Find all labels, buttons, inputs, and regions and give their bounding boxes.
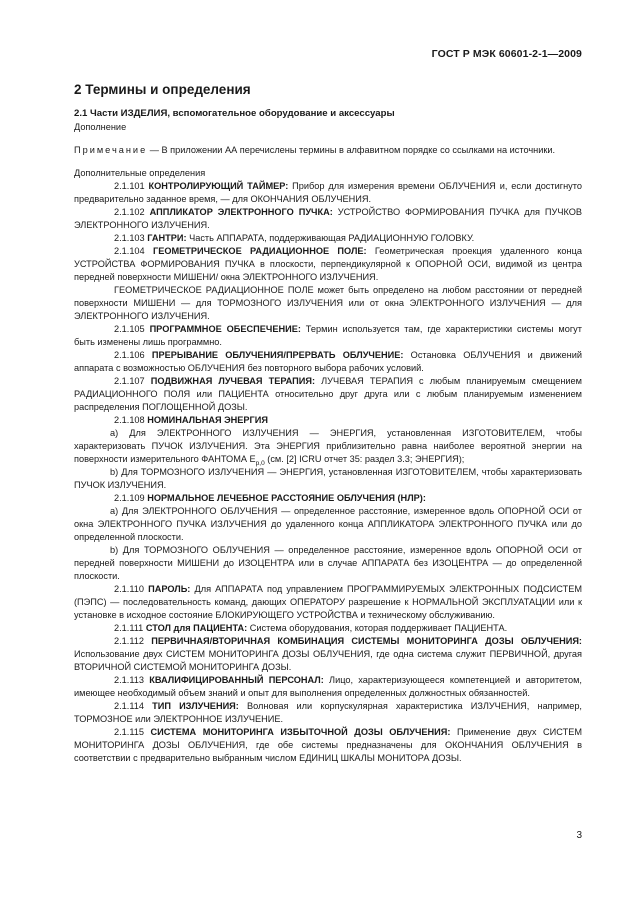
term-paragraph — [74, 674, 582, 700]
term-paragraph — [74, 180, 582, 206]
term-paragraph — [74, 323, 582, 349]
term-name: НОРМАЛЬНОЕ ЛЕЧЕБНОЕ РАССТОЯНИЕ ОБЛУЧЕНИЯ (НЛР): — [147, 493, 426, 503]
term-paragraph — [74, 245, 582, 284]
term-number: 2.1.105 — [114, 324, 150, 334]
term-definition: Остановка ОБЛУЧЕНИЯ и движений аппарата с возможностью ОБЛУЧЕНИЯ без повторного выбора рабочих условий. — [74, 350, 582, 373]
term-name: СТОЛ для ПАЦИЕНТА: — [145, 623, 248, 633]
subsection-title: 2.1 Части ИЗДЕЛИЯ, вспомогательное оборудование и аксессуары — [74, 108, 395, 119]
term-definition-tail: (см. [2] ICRU отчет 35: раздел 3.3; ЭНЕРГИЯ); — [264, 454, 465, 464]
term-paragraph — [74, 375, 582, 414]
term-paragraph — [74, 427, 582, 466]
term-definition: b) Для ТОРМОЗНОГО ОБЛУЧЕНИЯ — определенное расстояние, измеренное вдоль ОПОРНОЙ ОСИ от передней поверхности МИШЕНИ до ИЗОЦЕНТРА или в случае АППАРАТА без ИЗОЦЕНТРА — до определенной плоскости. — [74, 545, 582, 581]
term-paragraph — [74, 700, 582, 726]
term-number: 2.1.110 — [114, 584, 149, 594]
term-name: ПРОГРАММНОЕ ОБЕСПЕЧЕНИЕ: — [149, 324, 301, 334]
term-definition: Лицо, характеризующееся компетенцией и авторитетом, имеющее необходимый объем знаний и опыт для выполнения определенных должностных обязанностей. — [74, 675, 582, 698]
term-definition: Часть АППАРАТА, поддерживающая РАДИАЦИОННУЮ ГОЛОВКУ. — [186, 233, 475, 243]
term-paragraph — [74, 466, 582, 492]
term-paragraph — [74, 492, 582, 505]
term-name: КВАЛИФИЦИРОВАННЫЙ ПЕРСОНАЛ: — [149, 675, 324, 685]
term-number: 2.1.109 — [114, 493, 148, 503]
term-definition: a) Для ЭЛЕКТРОННОГО ОБЛУЧЕНИЯ — определенное расстояние, измеренное вдоль ОПОРНОЙ ОСИ от окна ЭЛЕКТРОННОГО ПУЧКА ИЗЛУЧЕНИЯ до удаленного конца АППЛИКАТОРА ЭЛЕКТРОННОГО ПУЧКА или до определенной плоскости. — [74, 506, 582, 542]
term-paragraph — [74, 206, 582, 232]
term-definition: Система оборудования, которая поддерживает ПАЦИЕНТА. — [247, 623, 508, 633]
term-paragraph — [74, 349, 582, 375]
term-number: 2.1.111 — [114, 623, 146, 633]
term-definition: Прибор для измерения времени ОБЛУЧЕНИЯ и, если достигнуто предварительно заданное время, — для ОКОНЧАНИЯ ОБЛУЧЕНИЯ. — [74, 181, 582, 204]
term-name: ПЕРВИЧНАЯ/ВТОРИЧНАЯ КОМБИНАЦИЯ СИСТЕМЫ МОНИТОРИНГА ДОЗЫ ОБЛУЧЕНИЯ: — [151, 636, 582, 646]
term-number: 2.1.104 — [114, 246, 153, 256]
term-name: НОМИНАЛЬНАЯ ЭНЕРГИЯ — [147, 415, 268, 425]
term-definition: ГЕОМЕТРИЧЕСКОЕ РАДИАЦИОННОЕ ПОЛЕ может быть определено на любом расстоянии от передней поверхности МИШЕНИ — для ТОРМОЗНОГО ИЗЛУЧЕНИЯ или от окна ЭЛЕКТРОННОГО ИЗЛУЧЕНИЯ — для ЭЛЕКТРОННОГО ИЗЛУЧЕНИЯ. — [74, 285, 582, 321]
term-definition: b) Для ТОРМОЗНОГО ИЗЛУЧЕНИЯ — ЭНЕРГИЯ, установленная ИЗГОТОВИТЕЛЕМ, чтобы характеризовать ПУЧОК ИЗЛУЧЕНИЯ. — [74, 467, 582, 490]
term-definition: УСТРОЙСТВО ФОРМИРОВАНИЯ ПУЧКА для ПУЧКОВ ЭЛЕКТРОННОГО ИЗЛУЧЕНИЯ. — [74, 207, 583, 230]
term-definition: Для АППАРАТА под управлением ПРОГРАММИРУЕМЫХ ЭЛЕКТРОННЫХ ПОДСИСТЕМ (ПЭПС) — последовательность команд, дающих ОПЕРАТОРУ разрешение к НОРМАЛЬНОЙ ЭКСПЛУАТАЦИИ или к установке в исходное состояние БЛОКИРУЮЩЕГО УСТРОЙСТВА и техническому обслуживанию. — [74, 584, 582, 620]
term-paragraph — [74, 544, 582, 583]
term-number: 2.1.103 — [114, 233, 148, 243]
term-definition: Термин используется там, где характеристики системы могут быть изменены лишь программно. — [74, 324, 582, 347]
term-paragraph — [74, 284, 582, 323]
term-definition: Использование двух СИСТЕМ МОНИТОРИНГА ДОЗЫ ОБЛУЧЕНИЯ, где одна система служит ПЕРВИЧНОЙ, другая ВТОРИЧНОЙ СИСТЕМОЙ МОНИТОРИНГА ДОЗЫ. — [74, 649, 582, 672]
term-number: 2.1.107 — [114, 376, 151, 386]
term-name: ПАРОЛЬ: — [148, 584, 191, 594]
term-number: 2.1.114 — [114, 701, 153, 711]
term-paragraph — [74, 414, 582, 427]
term-number: 2.1.101 — [114, 181, 149, 191]
term-paragraph — [74, 505, 582, 544]
section-title: 2 Термины и определения — [74, 82, 251, 97]
document-body — [74, 107, 582, 765]
note-paragraph — [74, 144, 582, 157]
term-name: ПОДВИЖНАЯ ЛУЧЕВАЯ ТЕРАПИЯ: — [150, 376, 316, 386]
note-text: — В приложении АА перечислены термины в алфавитном порядке со ссылками на источники. — [147, 145, 556, 155]
note-label: Примечание — [74, 145, 148, 155]
term-definition: Применение двух СИСТЕМ МОНИТОРИНГА ДОЗЫ ОБЛУЧЕНИЯ, где обе системы предназначены для ОКОНЧАНИЯ ОБЛУЧЕНИЯ в соответствии с предварительно выбранным числом ЕДИНИЦ ШКАЛЫ МОНИТОРА ДОЗЫ. — [74, 727, 582, 763]
standard-header: ГОСТ Р МЭК 60601-2-1—2009 — [431, 48, 582, 60]
term-number: 2.1.102 — [114, 207, 150, 217]
term-definition: a) Для ЭЛЕКТРОННОГО ИЗЛУЧЕНИЯ — ЭНЕРГИЯ, установленная ИЗГОТОВИТЕЛЕМ, чтобы характеризовать ПУЧОК ИЗЛУЧЕНИЯ. Эта ЭНЕРГИЯ приблизительно равна наиболее вероятной энергии на поверхности измерительного ФАНТОМА E — [74, 428, 582, 464]
term-paragraph — [74, 583, 582, 622]
term-paragraph — [74, 635, 582, 674]
page-number: 3 — [576, 830, 582, 841]
term-number: 2.1.113 — [114, 675, 150, 685]
term-definition: Волновая или корпускулярная характеристика ИЗЛУЧЕНИЯ, например, ТОРМОЗНОЕ или ЭЛЕКТРОННОЕ ИЗЛУЧЕНИЕ. — [74, 701, 582, 724]
term-name: ГЕОМЕТРИЧЕСКОЕ РАДИАЦИОННОЕ ПОЛЕ: — [152, 246, 367, 256]
term-paragraph — [74, 232, 582, 245]
addition-label: Дополнение — [74, 122, 127, 132]
term-number: 2.1.112 — [114, 636, 152, 646]
term-number: 2.1.106 — [114, 350, 152, 360]
term-number: 2.1.108 — [114, 415, 148, 425]
term-name: КОНТРОЛИРУЮЩИЙ ТАЙМЕР: — [148, 181, 289, 191]
term-name: ПРЕРЫВАНИЕ ОБЛУЧЕНИЯ/ПРЕРВАТЬ ОБЛУЧЕНИЕ: — [151, 350, 404, 360]
term-definition: Геометрическая проекция удаленного конца УСТРОЙСТВА ФОРМИРОВАНИЯ ПУЧКА в плоскости, перпендикулярной к ОПОРНОЙ ОСИ, видимой из центра передней поверхности МИШЕНИ/ окна ЭЛЕКТРОННОГО ИЗЛУЧЕНИЯ. — [74, 246, 582, 282]
term-paragraph — [74, 726, 582, 765]
term-paragraph — [74, 622, 582, 635]
extra-definitions-label: Дополнительные определения — [74, 168, 206, 178]
term-definition: ЛУЧЕВАЯ ТЕРАПИЯ с любым планируемым смещением РАДИАЦИОННОГО ПОЛЯ или ПАЦИЕНТА относительно друг друга или с любым планируемым изменением распределения ПОГЛОЩЕННОЙ ДОЗЫ. — [74, 376, 582, 412]
term-name: СИСТЕМА МОНИТОРИНГА ИЗБЫТОЧНОЙ ДОЗЫ ОБЛУЧЕНИЯ: — [150, 727, 451, 737]
term-name: ГАНТРИ: — [147, 233, 187, 243]
term-name: ТИП ИЗЛУЧЕНИЯ: — [152, 701, 239, 711]
subscript: p,0 — [255, 459, 265, 467]
term-name: АППЛИКАТОР ЭЛЕКТРОННОГО ПУЧКА: — [149, 207, 333, 217]
term-number: 2.1.115 — [114, 727, 151, 737]
